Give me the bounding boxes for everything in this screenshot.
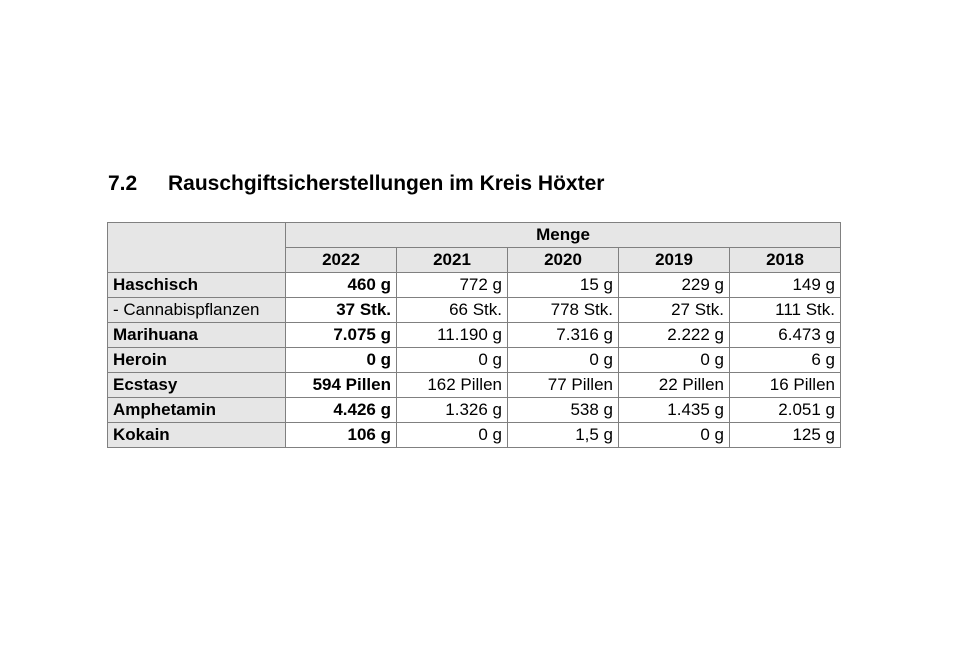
table-cell: 111 Stk. — [730, 298, 841, 323]
table-cell: 2.222 g — [619, 323, 730, 348]
table-cell: 15 g — [508, 273, 619, 298]
table-cell: 149 g — [730, 273, 841, 298]
table-cell: 125 g — [730, 423, 841, 448]
table-cell: 460 g — [286, 273, 397, 298]
table-cell: 0 g — [286, 348, 397, 373]
table-cell: 0 g — [397, 423, 508, 448]
year-header: 2019 — [619, 248, 730, 273]
table-cell: 7.316 g — [508, 323, 619, 348]
table-cell: 4.426 g — [286, 398, 397, 423]
table-row — [108, 273, 841, 298]
table-cell: 772 g — [397, 273, 508, 298]
table-cell: 0 g — [619, 348, 730, 373]
row-label: Ecstasy — [108, 373, 286, 398]
section-title: Rauschgiftsicherstellungen im Kreis Höxter — [168, 172, 605, 195]
table-cell: 37 Stk. — [286, 298, 397, 323]
row-label: Heroin — [108, 348, 286, 373]
year-header: 2021 — [397, 248, 508, 273]
table-cell: 6 g — [730, 348, 841, 373]
table-cell: 1,5 g — [508, 423, 619, 448]
table-row — [108, 323, 841, 348]
table-cell: 6.473 g — [730, 323, 841, 348]
table-cell: 66 Stk. — [397, 298, 508, 323]
section-heading — [108, 172, 604, 196]
table-group-header-row — [108, 223, 841, 248]
table-row — [108, 298, 841, 323]
table-cell: 2.051 g — [730, 398, 841, 423]
row-label: Marihuana — [108, 323, 286, 348]
table-body — [108, 273, 841, 448]
table-cell: 229 g — [619, 273, 730, 298]
table-cell: 106 g — [286, 423, 397, 448]
table-cell: 27 Stk. — [619, 298, 730, 323]
table-cell: 11.190 g — [397, 323, 508, 348]
table-cell: 0 g — [397, 348, 508, 373]
year-header: 2018 — [730, 248, 841, 273]
table-cell: 0 g — [508, 348, 619, 373]
row-label: Kokain — [108, 423, 286, 448]
table-cell: 0 g — [619, 423, 730, 448]
year-header: 2022 — [286, 248, 397, 273]
table-row — [108, 423, 841, 448]
row-label: - Cannabispflanzen — [108, 298, 286, 323]
row-label: Amphetamin — [108, 398, 286, 423]
quantity-group-header: Menge — [286, 223, 841, 248]
table-corner-cell — [108, 223, 286, 273]
table-cell: 1.326 g — [397, 398, 508, 423]
table-row — [108, 348, 841, 373]
table-cell: 162 Pillen — [397, 373, 508, 398]
table-row — [108, 373, 841, 398]
table-cell: 594 Pillen — [286, 373, 397, 398]
table-cell: 538 g — [508, 398, 619, 423]
table-row — [108, 398, 841, 423]
table-cell: 778 Stk. — [508, 298, 619, 323]
table-cell: 1.435 g — [619, 398, 730, 423]
year-header: 2020 — [508, 248, 619, 273]
table-cell: 22 Pillen — [619, 373, 730, 398]
section-number: 7.2 — [108, 172, 138, 195]
table-cell: 7.075 g — [286, 323, 397, 348]
seizures-table — [107, 222, 841, 448]
table-cell: 77 Pillen — [508, 373, 619, 398]
row-label: Haschisch — [108, 273, 286, 298]
table-cell: 16 Pillen — [730, 373, 841, 398]
